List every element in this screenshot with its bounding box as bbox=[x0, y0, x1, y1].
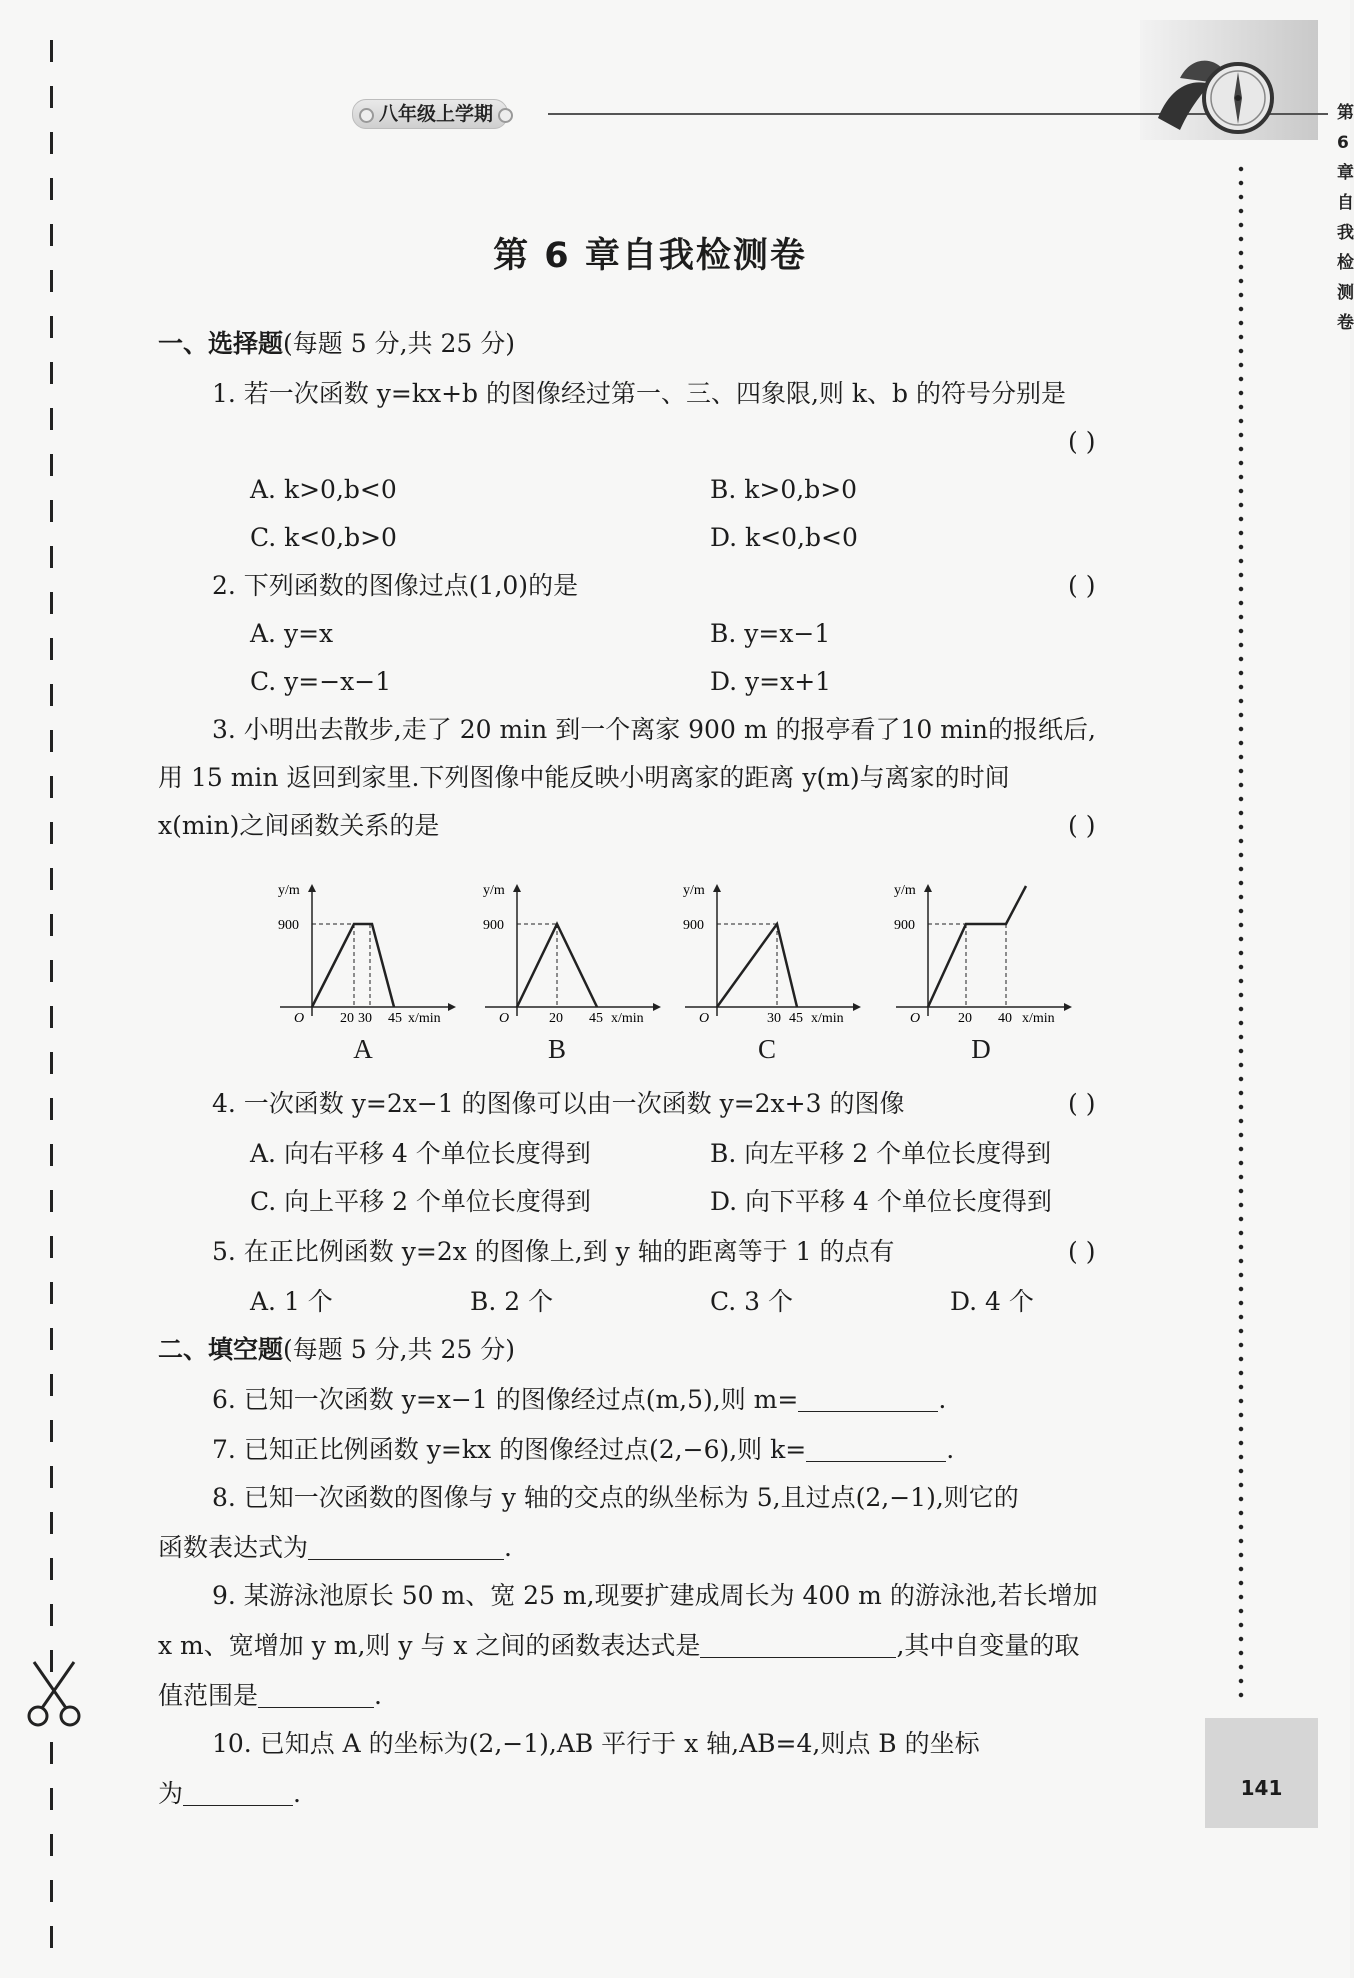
cut-line-dash bbox=[50, 1144, 53, 1166]
question-10-cont bbox=[158, 1776, 301, 1812]
question-9-cont bbox=[158, 1628, 1079, 1664]
option: C. 3 个 bbox=[710, 1287, 793, 1316]
cut-line-dash bbox=[50, 454, 53, 476]
x-tick-label: 20 bbox=[958, 1011, 972, 1026]
origin-label: O bbox=[699, 1011, 710, 1026]
y-axis-label: y/m bbox=[683, 883, 705, 898]
cut-line-dash bbox=[50, 684, 53, 706]
answer-paren-1: ( ) bbox=[1068, 427, 1096, 456]
option: C. y=−x−1 bbox=[250, 667, 392, 696]
graph-a-label: A bbox=[353, 1034, 373, 1064]
cut-line-dash bbox=[50, 1788, 53, 1810]
option: A. 1 个 bbox=[250, 1287, 333, 1316]
answer-paren-2: ( ) bbox=[1068, 571, 1096, 600]
y-tick-label: 900 bbox=[894, 918, 915, 933]
option: C. k<0,b>0 bbox=[250, 523, 397, 552]
cut-line-dash bbox=[50, 960, 53, 982]
option: B. y=x−1 bbox=[710, 619, 831, 648]
y-axis-label: y/m bbox=[483, 883, 505, 898]
question-6 bbox=[212, 1382, 946, 1418]
x-tick-label: 45 bbox=[789, 1011, 803, 1026]
origin-label: O bbox=[499, 1011, 510, 1026]
x-axis-label: x/min bbox=[611, 1011, 644, 1026]
question-1: 1. 若一次函数 y=kx+b 的图像经过第一、三、四象限,则 k、b 的符号分别是 bbox=[212, 379, 1066, 408]
y-axis-label: y/m bbox=[894, 883, 916, 898]
answer-blank-10[interactable] bbox=[183, 1779, 293, 1806]
option: D. k<0,b<0 bbox=[710, 523, 858, 552]
section-1-note: (每题 5 分,共 25 分) bbox=[283, 329, 515, 358]
cut-line-dash bbox=[50, 1926, 53, 1948]
compass-runner-logo bbox=[1150, 48, 1280, 138]
cut-line-dash bbox=[50, 1512, 53, 1534]
graph-b bbox=[477, 876, 667, 1066]
question-7 bbox=[212, 1432, 954, 1468]
cut-line-dash bbox=[50, 132, 53, 154]
x-tick-label: 30 bbox=[358, 1011, 372, 1026]
graph-c-label: C bbox=[757, 1034, 776, 1064]
cut-line-dash bbox=[50, 822, 53, 844]
question-10-text: 为 bbox=[158, 1779, 184, 1808]
answer-blank-7[interactable] bbox=[806, 1435, 946, 1462]
question-9-text: ,其中自变量的取 bbox=[896, 1631, 1080, 1660]
cut-line-dash bbox=[50, 1236, 53, 1258]
origin-label: O bbox=[910, 1011, 921, 1026]
question-2: 2. 下列函数的图像过点(1,0)的是 bbox=[212, 571, 579, 600]
x-tick-label: 45 bbox=[388, 1011, 402, 1026]
end-period: . bbox=[374, 1681, 382, 1710]
option: C. 向上平移 2 个单位长度得到 bbox=[250, 1187, 591, 1216]
cut-line-dash bbox=[50, 1604, 53, 1626]
page-title: 第 6 章自我检测卷 bbox=[493, 236, 807, 276]
x-tick-label: 30 bbox=[767, 1011, 781, 1026]
option: A. 向右平移 4 个单位长度得到 bbox=[250, 1139, 591, 1168]
answer-paren-5: ( ) bbox=[1068, 1237, 1096, 1266]
chapter-label: 第6章自我检测卷 bbox=[1337, 103, 1354, 333]
answer-paren-3: ( ) bbox=[1068, 811, 1096, 840]
x-tick-label: 45 bbox=[589, 1011, 603, 1026]
cut-line-dash bbox=[50, 316, 53, 338]
question-6-text: 6. 已知一次函数 y=x−1 的图像经过点(m,5),则 m= bbox=[212, 1385, 799, 1414]
cut-line-dash bbox=[50, 1006, 53, 1028]
cut-line-dash bbox=[50, 1282, 53, 1304]
question-7-text: 7. 已知正比例函数 y=kx 的图像经过点(2,−6),则 k= bbox=[212, 1435, 807, 1464]
cut-line-dash bbox=[50, 638, 53, 660]
option: B. k>0,b>0 bbox=[710, 475, 858, 504]
cut-line-dash bbox=[50, 1052, 53, 1074]
page-number: 141 bbox=[1240, 1776, 1283, 1800]
y-tick-label: 900 bbox=[278, 918, 299, 933]
cut-line-dash bbox=[50, 1190, 53, 1212]
cut-line-dash bbox=[50, 1558, 53, 1580]
option: B. 2 个 bbox=[470, 1287, 554, 1316]
cut-line-dash bbox=[50, 362, 53, 384]
y-axis-label: y/m bbox=[278, 883, 300, 898]
end-period: . bbox=[504, 1533, 512, 1562]
cut-line-dash bbox=[50, 1466, 53, 1488]
x-axis-label: x/min bbox=[408, 1011, 441, 1026]
answer-blank-9b[interactable] bbox=[258, 1681, 374, 1708]
question-8-text: 函数表达式为 bbox=[158, 1533, 309, 1562]
option: D. y=x+1 bbox=[710, 667, 832, 696]
option: D. 向下平移 4 个单位长度得到 bbox=[710, 1187, 1052, 1216]
cut-line-dash bbox=[50, 914, 53, 936]
end-period: . bbox=[938, 1385, 947, 1414]
cut-line-dash bbox=[50, 868, 53, 890]
option: B. 向左平移 2 个单位长度得到 bbox=[710, 1139, 1052, 1168]
question-3: 3. 小明出去散步,走了 20 min 到一个离家 900 m 的报亭看了10 min的报纸后, bbox=[212, 715, 1096, 744]
x-axis-label: x/min bbox=[1022, 1011, 1055, 1026]
section-2-title: 二、填空题 bbox=[158, 1335, 284, 1364]
grade-label: 八年级上学期 bbox=[352, 99, 508, 129]
cut-line-dash bbox=[50, 730, 53, 752]
origin-label: O bbox=[294, 1011, 305, 1026]
question-9-text: 值范围是 bbox=[158, 1681, 259, 1710]
y-tick-label: 900 bbox=[483, 918, 504, 933]
cut-line-dash bbox=[50, 178, 53, 200]
question-8-cont bbox=[158, 1530, 512, 1566]
question-8: 8. 已知一次函数的图像与 y 轴的交点的纵坐标为 5,且过点(2,−1),则它的 bbox=[212, 1483, 1019, 1512]
answer-blank-9a[interactable] bbox=[700, 1631, 896, 1658]
option: D. 4 个 bbox=[950, 1287, 1034, 1316]
option: A. k>0,b<0 bbox=[250, 475, 397, 504]
section-2-heading bbox=[158, 1332, 515, 1368]
cut-line-dash bbox=[50, 546, 53, 568]
graph-b-label: B bbox=[547, 1034, 566, 1064]
section-1-title: 一、选择题 bbox=[158, 329, 284, 358]
cut-line-dash bbox=[50, 408, 53, 430]
cut-line-dash bbox=[50, 1420, 53, 1442]
question-9-cont bbox=[158, 1678, 382, 1714]
graph-d-label: D bbox=[971, 1034, 991, 1064]
x-tick-label: 20 bbox=[549, 1011, 563, 1026]
answer-paren-4: ( ) bbox=[1068, 1089, 1096, 1118]
dotted-fold-line bbox=[1238, 162, 1244, 1702]
cut-line-dash bbox=[50, 1328, 53, 1350]
end-period: . bbox=[293, 1779, 301, 1808]
question-3-cont: 用 15 min 返回到家里.下列图像中能反映小明离家的距离 y(m)与离家的时间 bbox=[158, 763, 1010, 792]
cut-line-dash bbox=[50, 1880, 53, 1902]
answer-blank-8[interactable] bbox=[308, 1533, 504, 1560]
end-period: . bbox=[946, 1435, 955, 1464]
section-2-note: (每题 5 分,共 25 分) bbox=[283, 1335, 515, 1364]
question-9: 9. 某游泳池原长 50 m、宽 25 m,现要扩建成周长为 400 m 的游泳池,若长增加 bbox=[212, 1581, 1098, 1610]
cut-line-dash bbox=[50, 1374, 53, 1396]
cut-line-dash bbox=[50, 1742, 53, 1764]
option: A. y=x bbox=[250, 619, 334, 648]
cut-line-dash bbox=[50, 592, 53, 614]
scissors-icon bbox=[24, 1660, 84, 1730]
cut-line-dash bbox=[50, 776, 53, 798]
section-1-heading bbox=[158, 326, 515, 362]
question-5: 5. 在正比例函数 y=2x 的图像上,到 y 轴的距离等于 1 的点有 bbox=[212, 1237, 895, 1266]
y-tick-label: 900 bbox=[683, 918, 704, 933]
cut-line-dash bbox=[50, 500, 53, 522]
question-9-text: x m、宽增加 y m,则 y 与 x 之间的函数表达式是 bbox=[158, 1631, 701, 1660]
x-tick-label: 20 bbox=[340, 1011, 354, 1026]
question-4: 4. 一次函数 y=2x−1 的图像可以由一次函数 y=2x+3 的图像 bbox=[212, 1089, 905, 1118]
cut-line-dash bbox=[50, 1834, 53, 1856]
question-3-cont: x(min)之间函数关系的是 bbox=[158, 811, 440, 840]
answer-blank-6[interactable] bbox=[798, 1385, 938, 1412]
cut-line-dash bbox=[50, 40, 53, 62]
cut-line-dash bbox=[50, 86, 53, 108]
page-number-band bbox=[1205, 1718, 1318, 1828]
x-tick-label: 40 bbox=[998, 1011, 1012, 1026]
x-axis-label: x/min bbox=[811, 1011, 844, 1026]
question-10: 10. 已知点 A 的坐标为(2,−1),AB 平行于 x 轴,AB=4,则点 B 的坐标 bbox=[212, 1729, 980, 1758]
cut-line bbox=[50, 40, 54, 1940]
cut-line-dash bbox=[50, 1098, 53, 1120]
